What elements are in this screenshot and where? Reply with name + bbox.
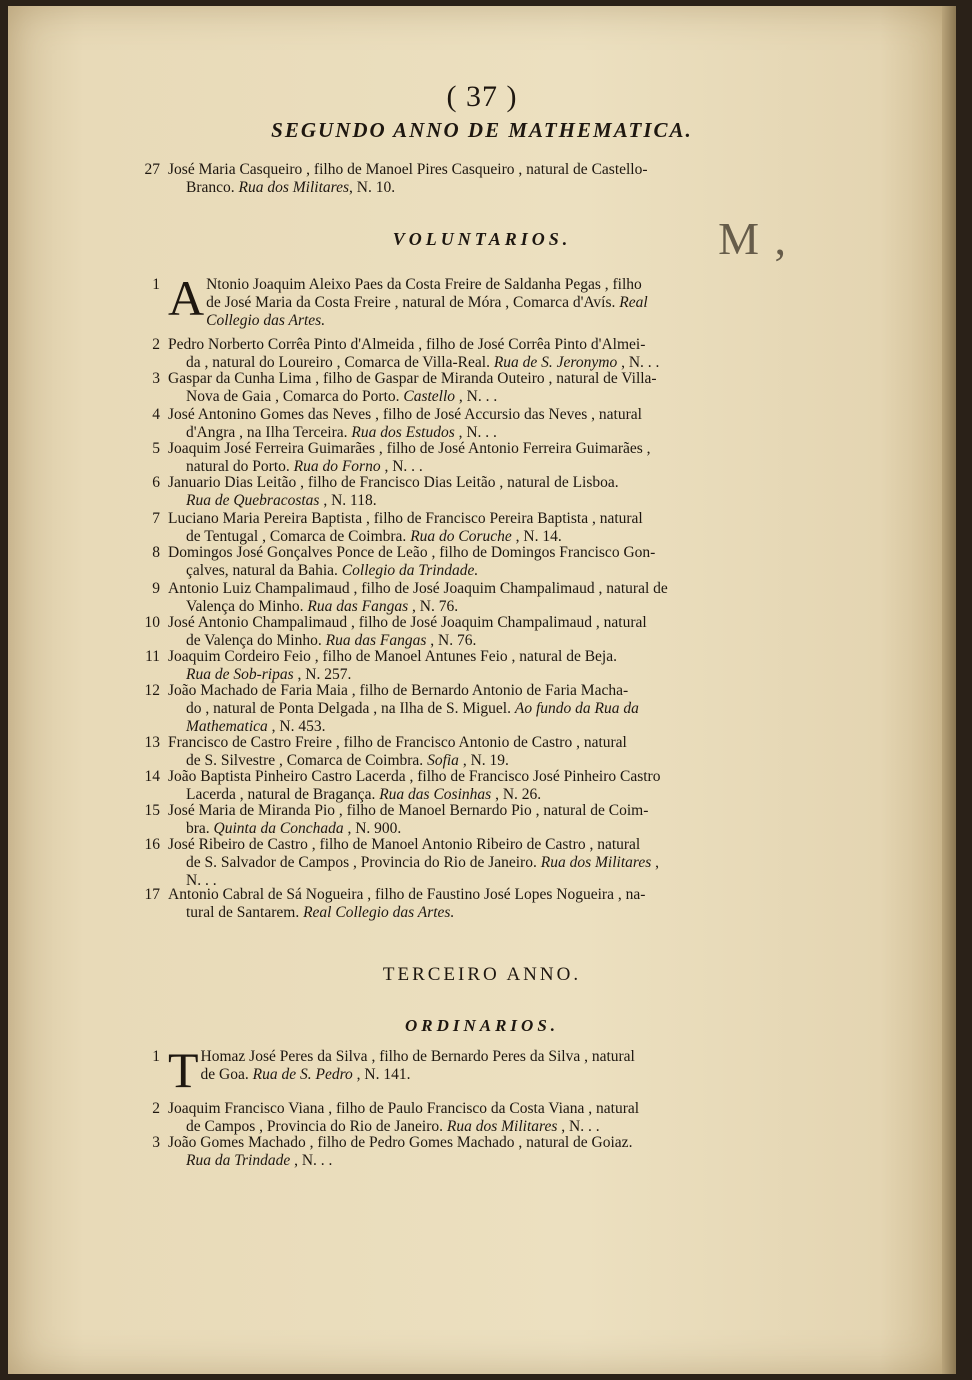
entry-27: [144, 161, 808, 197]
entry-text: Francisco de Castro Freire , filho de Francisco Antonio de Castro , natural: [168, 734, 627, 751]
entry-text: José Antonio Champalimaud , filho de José Joaquim Champalimaud , natural: [168, 614, 647, 631]
voluntario-entry-15: [144, 802, 808, 838]
entry-line: [168, 388, 808, 406]
entry-text: José Maria de Miranda Pio , filho de Manoel Bernardo Pio , natural de Coim-: [168, 802, 649, 819]
address: Rua de Quebracostas: [186, 492, 320, 509]
voluntario-entry-4: [152, 406, 808, 442]
entry-line: [168, 1152, 808, 1170]
entry-text: , N. 26.: [491, 786, 542, 803]
entry-line: [168, 1066, 808, 1084]
address: Castello: [403, 388, 456, 405]
entry-number: 1: [152, 276, 160, 293]
drop-capital: A: [168, 270, 205, 326]
entry-text: José Antonino Gomes das Neves , filho de José Accursio das Neves , natural: [168, 406, 642, 423]
voluntario-entry-9: [152, 580, 808, 616]
document-page: [8, 6, 956, 1374]
entry-line: [168, 161, 808, 179]
entry-line: [168, 544, 808, 562]
entry-number: 15: [144, 802, 160, 819]
entry-line: [168, 336, 808, 354]
entry-text: Antonio Luiz Champalimaud , filho de José Joaquim Champalimaud , natural de: [168, 580, 668, 597]
entry-text: , N. 900.: [343, 820, 402, 837]
entry-text: José Ribeiro de Castro , filho de Manoel Antonio Ribeiro de Castro , natural: [168, 836, 641, 853]
address: Rua dos Estudos: [351, 424, 455, 441]
address: Collegio da Trindade.: [341, 562, 479, 579]
entry-text: , N. . .: [617, 354, 660, 371]
entry-text: Pedro Norberto Corrêa Pinto d'Almeida , filho de José Corrêa Pinto d'Almei-: [168, 336, 646, 353]
address: Sofia: [427, 752, 459, 769]
entry-text: , N. . .: [454, 424, 497, 441]
voluntario-entry-7: [152, 510, 808, 546]
entry-line: [168, 179, 808, 197]
entry-line: [168, 802, 808, 820]
entry-line: [168, 406, 808, 424]
entry-text: N. . .: [186, 872, 217, 889]
address: Rua das Fangas: [307, 598, 409, 615]
entry-text: Homaz José Peres da Silva , filho de Bernardo Peres da Silva , natural: [200, 1048, 635, 1065]
entry-text: , N. . .: [380, 458, 423, 475]
entry-number: 9: [152, 580, 160, 597]
ordinario-entry-3: [152, 1134, 808, 1170]
address: Rua do Forno: [293, 458, 381, 475]
entry-text: , N. 257.: [293, 666, 352, 683]
entry-number: 3: [152, 370, 160, 387]
voluntario-entry-14: [144, 768, 808, 804]
address: Ao fundo da Rua da: [514, 700, 639, 717]
entry-line: [168, 836, 808, 854]
address: Rua da Trindade: [186, 1152, 291, 1169]
entry-text: çalves, natural da Bahia.: [186, 562, 338, 579]
entry-text: , N. 14.: [511, 528, 562, 545]
entry-text: de Goa.: [200, 1066, 249, 1083]
entry-text: de S. Salvador de Campos , Provincia do Rio de Janeiro.: [186, 854, 537, 871]
entry-text: , N. 10.: [349, 179, 396, 196]
entry-text: , N. . .: [290, 1152, 333, 1169]
entry-text: , N. 19.: [458, 752, 509, 769]
entry-text: Branco.: [186, 179, 235, 196]
entry-number: 4: [152, 406, 160, 423]
entry-line: [168, 614, 808, 632]
entry-number: 2: [152, 1100, 160, 1117]
entry-text: João Machado de Faria Maia , filho de Bernardo Antonio de Faria Macha-: [168, 682, 629, 699]
entry-text: da , natural do Loureiro , Comarca de Villa-Real.: [186, 354, 490, 371]
voluntario-entry-2: [152, 336, 808, 372]
entry-number: 27: [144, 161, 160, 178]
voluntario-entry-16: [144, 836, 808, 890]
entry-text: ,: [651, 854, 659, 871]
entry-text: Antonio Cabral de Sá Nogueira , filho de Faustino José Lopes Nogueira , na-: [168, 886, 646, 903]
entry-text: Ntonio Joaquim Aleixo Paes da Costa Freire de Saldanha Pegas , filho: [206, 276, 642, 293]
entry-line: [168, 510, 808, 528]
entry-text: d'Angra , na Ilha Terceira.: [186, 424, 348, 441]
voluntario-entry-5: [152, 440, 808, 476]
entry-text: , N. 453.: [267, 718, 326, 735]
entry-text: de Campos , Provincia do Rio de Janeiro.: [186, 1118, 443, 1135]
entry-number: 7: [152, 510, 160, 527]
voluntario-entry-12: [144, 682, 808, 736]
voluntario-entry-3: [152, 370, 808, 406]
entry-text: , N. 141.: [352, 1066, 411, 1083]
entry-text: , N. 76.: [426, 632, 477, 649]
drop-capital: T: [168, 1042, 199, 1098]
entry-line: [168, 734, 808, 752]
entry-text: Nova de Gaia , Comarca do Porto.: [186, 388, 400, 405]
entry-text: João Baptista Pinheiro Castro Lacerda , filho de Francisco José Pinheiro Castro: [168, 768, 661, 785]
entry-text: Joaquim Francisco Viana , filho de Paulo Francisco da Costa Viana , natural: [168, 1100, 640, 1117]
entry-line: [168, 682, 808, 700]
entry-line: [168, 474, 808, 492]
entry-number: 6: [152, 474, 160, 491]
address: Mathematica: [186, 718, 268, 735]
entry-number: 16: [144, 836, 160, 853]
address: Rua dos Militares: [446, 1118, 558, 1135]
entry-text: , N. 118.: [319, 492, 377, 509]
voluntario-entry-10: [144, 614, 808, 650]
entry-line: [168, 370, 808, 388]
entry-line: [168, 562, 808, 580]
entry-number: 17: [144, 886, 160, 903]
address: Real: [619, 294, 648, 311]
entry-text: , N. . .: [557, 1118, 600, 1135]
address: Rua dos Militares: [238, 179, 350, 196]
entry-text: Luciano Maria Pereira Baptista , filho de Francisco Pereira Baptista , natural: [168, 510, 643, 527]
entry-number: 12: [144, 682, 160, 699]
entry-text: Gaspar da Cunha Lima , filho de Gaspar de Miranda Outeiro , natural de Villa-: [168, 370, 657, 387]
entry-number: 13: [144, 734, 160, 751]
heading-terceiro-anno: TERCEIRO ANNO.: [382, 964, 582, 985]
entry-number: 14: [144, 768, 160, 785]
entry-number: 10: [144, 614, 160, 631]
entry-text: Joaquim Cordeiro Feio , filho de Manoel Antunes Feio , natural de Beja.: [168, 648, 617, 665]
entry-text: Lacerda , natural de Bragança.: [186, 786, 376, 803]
address: Rua das Fangas: [325, 632, 427, 649]
address: Quinta da Conchada: [213, 820, 344, 837]
entry-number: 8: [152, 544, 160, 561]
margin-mark: M ,: [718, 213, 788, 264]
entry-number: 3: [152, 1134, 160, 1151]
entry-line: [168, 648, 808, 666]
entry-number: 5: [152, 440, 160, 457]
heading-segundo-anno: SEGUNDO ANNO DE MATHEMATICA.: [271, 118, 693, 142]
voluntario-entry-13: [144, 734, 808, 770]
voluntario-entry-1: [152, 270, 808, 330]
entry-text: , N. . .: [455, 388, 498, 405]
entry-text: João Gomes Machado , filho de Pedro Gomes Machado , natural de Goiaz.: [168, 1134, 633, 1151]
entry-number: 1: [152, 1048, 160, 1065]
entry-text: de Tentugal , Comarca de Coimbra.: [186, 528, 407, 545]
entry-text: Domingos José Gonçalves Ponce de Leão , filho de Domingos Francisco Gon-: [168, 544, 656, 561]
heading-voluntarios: VOLUNTARIOS.: [392, 229, 572, 249]
address: Collegio das Artes.: [206, 312, 326, 329]
address: Rua de S. Pedro: [252, 1066, 353, 1083]
entry-line: [168, 1134, 808, 1152]
entry-line: [168, 854, 808, 872]
entry-text: de José Maria da Costa Freire , natural de Móra , Comarca d'Avís.: [206, 294, 616, 311]
address: Rua dos Militares: [540, 854, 652, 871]
address: Rua do Coruche: [410, 528, 512, 545]
entry-text: do , natural de Ponta Delgada , na Ilha de S. Miguel.: [186, 700, 511, 717]
voluntario-entry-6: [152, 474, 808, 510]
voluntario-entry-8: [152, 544, 808, 580]
entry-text: , N. 76.: [408, 598, 459, 615]
entry-number: 2: [152, 336, 160, 353]
entry-text: bra.: [186, 820, 210, 837]
entry-text: Joaquim José Ferreira Guimarães , filho de José Antonio Ferreira Guimarães ,: [168, 440, 651, 457]
ordinario-entry-1: [152, 1042, 808, 1098]
address: Rua de Sob-ripas: [186, 666, 294, 683]
page-number: ( 37 ): [446, 80, 518, 113]
entry-text: natural do Porto.: [186, 458, 290, 475]
heading-ordinarios: ORDINARIOS.: [404, 1016, 560, 1035]
entry-line: [168, 294, 808, 312]
entry-line: [168, 904, 808, 922]
entry-number: 11: [145, 648, 160, 665]
entry-line: [168, 492, 808, 510]
entry-line: [168, 440, 808, 458]
entry-text: Valença do Minho.: [186, 598, 304, 615]
entry-text: José Maria Casqueiro , filho de Manoel Pires Casqueiro , natural de Castello-: [168, 161, 648, 178]
voluntario-entry-17: [144, 886, 808, 922]
entry-text: de S. Silvestre , Comarca de Coimbra.: [186, 752, 424, 769]
address: Rua de S. Jeronymo: [493, 354, 618, 371]
entry-text: Januario Dias Leitão , filho de Francisco Dias Leitão , natural de Lisboa.: [168, 474, 619, 491]
entry-text: de Valença do Minho.: [186, 632, 322, 649]
entry-line: [168, 886, 808, 904]
entry-text: tural de Santarem.: [186, 904, 300, 921]
address: Real Collegio das Artes.: [303, 904, 455, 921]
entry-line: [168, 768, 808, 786]
entry-line: [168, 1100, 808, 1118]
ordinario-entry-2: [152, 1100, 808, 1136]
voluntario-entry-11: [145, 648, 808, 684]
entry-line: [168, 700, 808, 718]
entry-line: [168, 580, 808, 598]
address: Rua das Cosinhas: [379, 786, 492, 803]
entry-line: [168, 312, 808, 330]
page-edge: [942, 6, 956, 1374]
